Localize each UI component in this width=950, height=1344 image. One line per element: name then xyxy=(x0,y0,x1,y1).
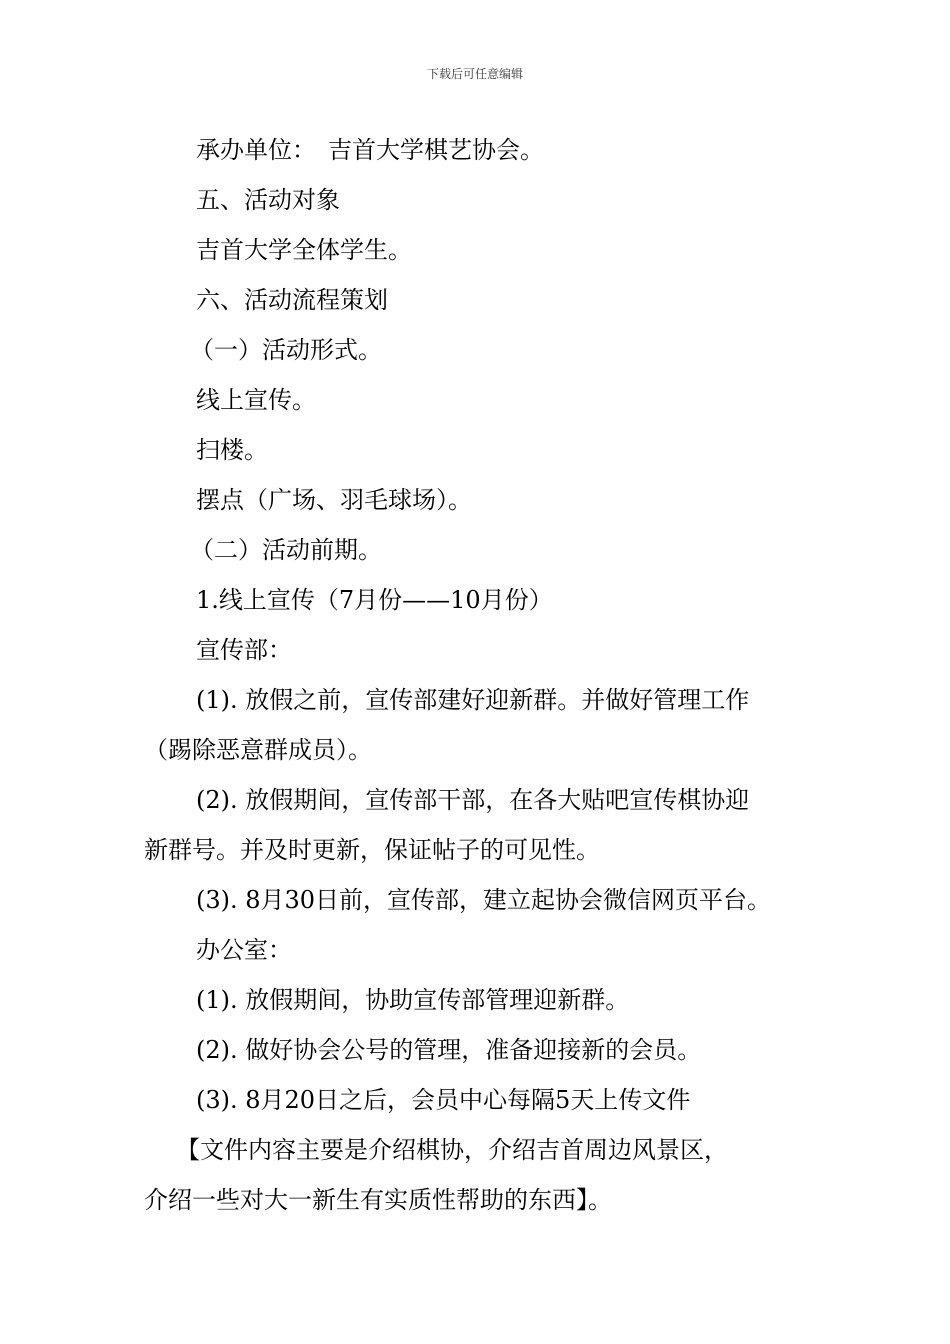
subheading-pre-activity: （二）活动前期。 xyxy=(190,536,382,564)
list-item-publicity-1-cont: （踢除恶意群成员）。 xyxy=(144,736,372,764)
text-line-online-promo-period: 1.线上宣传（7月份——10月份） xyxy=(196,586,553,614)
subheading-activity-form: （一）活动形式。 xyxy=(190,336,382,364)
list-item-publicity-3: (3). 8月30日前，宣传部，建立起协会微信网页平台。 xyxy=(196,886,772,914)
list-item-office-3: (3). 8月20日之后，会员中心每隔5天上传文件 xyxy=(196,1086,691,1114)
text-line-dorm-sweep: 扫楼。 xyxy=(196,436,268,464)
text-line-office: 办公室： xyxy=(196,936,292,964)
text-line-organizer: 承办单位： 吉首大学棋艺协会。 xyxy=(196,136,544,164)
text-line-file-content: 【文件内容主要是介绍棋协，介绍吉首周边风景区， xyxy=(176,1136,728,1164)
text-line-publicity-dept: 宣传部： xyxy=(196,636,292,664)
list-item-publicity-2: (2). 放假期间，宣传部干部，在各大贴吧宣传棋协迎 xyxy=(196,786,750,814)
heading-activity-process: 六、活动流程策划 xyxy=(196,286,388,314)
list-item-office-1: (1). 放假期间，协助宣传部管理迎新群。 xyxy=(196,986,630,1014)
text-line-online-promo: 线上宣传。 xyxy=(196,386,316,414)
heading-activity-target: 五、活动对象 xyxy=(196,186,340,214)
text-line-booth: 摆点（广场、羽毛球场）。 xyxy=(196,486,472,514)
page-header: 下载后可任意编辑 xyxy=(426,67,523,81)
text-line-file-content-cont: 介绍一些对大一新生有实质性帮助的东西】。 xyxy=(144,1186,612,1214)
list-item-publicity-1: (1). 放假之前，宣传部建好迎新群。并做好管理工作 xyxy=(196,686,750,714)
list-item-office-2: (2). 做好协会公号的管理，准备迎接新的会员。 xyxy=(196,1036,702,1064)
text-line-target-students: 吉首大学全体学生。 xyxy=(196,236,412,264)
list-item-publicity-2-cont: 新群号。并及时更新，保证帖子的可见性。 xyxy=(144,836,600,864)
